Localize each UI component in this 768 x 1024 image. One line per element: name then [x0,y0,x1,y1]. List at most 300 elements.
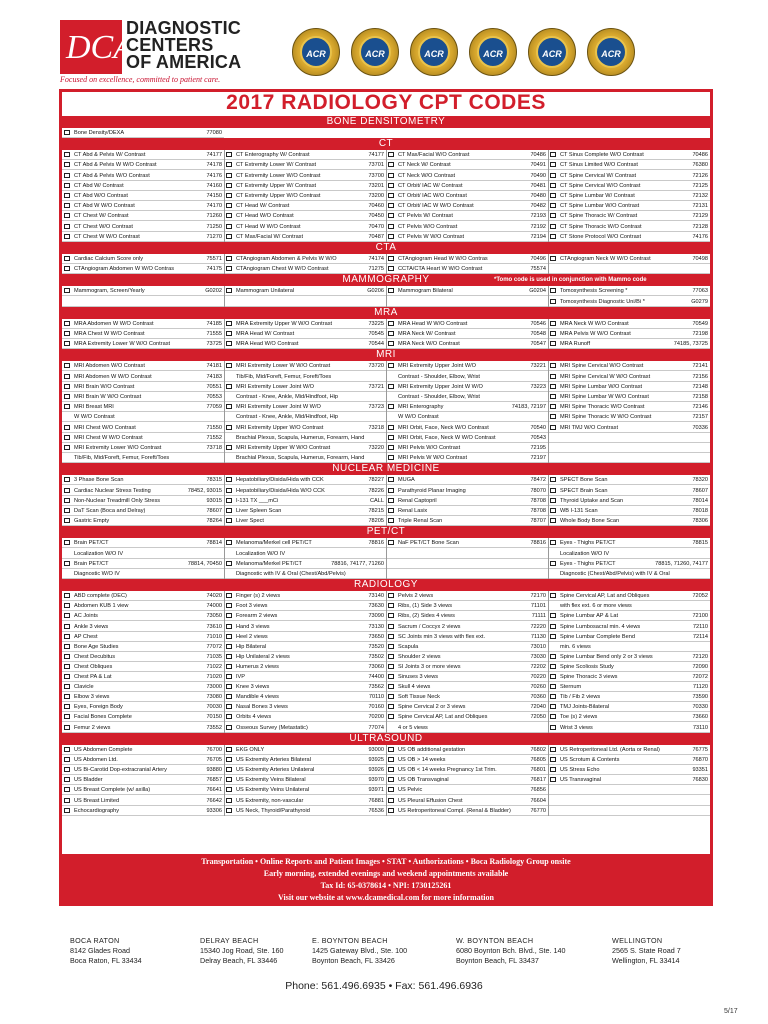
procedure-checkbox[interactable] [226,213,232,218]
procedure-name: Whole Body Bone Scan [560,518,620,525]
procedure-checkbox[interactable] [388,445,394,450]
procedure-name: DaT Scan (Boca and Delray) [74,508,146,514]
services-footer [62,854,710,904]
cpt-code: 71552 [206,434,222,441]
procedure-checkbox[interactable] [64,767,70,772]
code-row [62,412,224,422]
procedure-checkbox[interactable] [64,374,70,379]
procedure-checkbox[interactable] [226,634,232,639]
procedure-checkbox[interactable] [226,498,232,503]
code-row [224,662,386,672]
procedure-checkbox[interactable] [226,477,232,482]
procedure-checkbox[interactable] [64,674,70,679]
procedure-checkbox[interactable] [226,684,232,689]
website-line: Visit our website at www.dcamedical.com for more information [278,893,494,902]
procedure-checkbox[interactable] [226,425,232,430]
procedure-checkbox[interactable] [550,384,556,389]
procedure-checkbox[interactable] [388,435,394,440]
procedure-name: CT Abd W/O Contrast [74,193,128,199]
procedure-checkbox[interactable] [64,477,70,482]
cpt-code: 73660 [692,714,708,721]
procedure-checkbox[interactable] [64,435,70,440]
code-row [386,622,548,632]
code-row [386,775,548,785]
procedure-checkbox[interactable] [388,162,394,167]
procedure-name: Hepatobiliary/Disida/Hida W/O CCK [236,487,325,494]
procedure-checkbox[interactable] [550,256,556,261]
procedure-checkbox[interactable] [388,613,394,618]
acr-seal [410,28,458,76]
procedure-checkbox[interactable] [550,477,556,482]
procedure-checkbox[interactable] [64,173,70,178]
column-divider [386,319,387,350]
procedure-checkbox[interactable] [226,488,232,493]
procedure-checkbox[interactable] [388,488,394,493]
procedure-checkbox[interactable] [64,684,70,689]
procedure-checkbox[interactable] [550,162,556,167]
cpt-code: 76770 [530,807,546,814]
procedure-checkbox[interactable] [388,777,394,782]
procedure-checkbox[interactable] [64,341,70,346]
procedure-checkbox[interactable] [64,508,70,513]
procedure-checkbox[interactable] [226,445,232,450]
procedure-name: Brachial Plexus, Scapula, Humerus, Forearm, Hand [236,455,365,462]
procedure-checkbox[interactable] [226,384,232,389]
code-row [62,538,224,548]
cpt-code: 70546 [530,320,546,327]
procedure-checkbox[interactable] [550,634,556,639]
column-divider [224,475,225,526]
procedure-checkbox[interactable] [64,203,70,208]
procedure-checkbox[interactable] [550,508,556,513]
procedure-checkbox[interactable] [388,684,394,689]
procedure-checkbox[interactable] [226,624,232,629]
procedure-checkbox[interactable] [226,664,232,669]
column-divider [548,319,549,350]
column-divider [224,254,225,274]
cpt-code: G0279 [691,298,708,305]
procedure-checkbox[interactable] [388,224,394,229]
tagline: Focused on excellence, committed to patient care. [60,75,221,84]
procedure-checkbox[interactable] [550,654,556,659]
procedure-checkbox[interactable] [388,624,394,629]
procedure-checkbox[interactable] [550,193,556,198]
procedure-checkbox[interactable] [388,767,394,772]
code-row [548,361,710,371]
procedure-checkbox[interactable] [64,213,70,218]
procedure-name: Parathyroid Planar Imaging [398,487,466,494]
procedure-checkbox[interactable] [64,694,70,699]
procedure-checkbox[interactable] [226,613,232,618]
procedure-checkbox[interactable] [550,714,556,719]
cpt-code: 73590 [692,694,708,701]
procedure-checkbox[interactable] [226,363,232,368]
cpt-code: 72157 [692,414,708,421]
procedure-checkbox[interactable] [388,498,394,503]
code-row [386,372,548,382]
procedure-name: CT Spine Lumbar W/O Contrast [560,203,640,210]
procedure-checkbox[interactable] [64,404,70,409]
procedure-checkbox[interactable] [388,234,394,239]
procedure-checkbox[interactable] [388,757,394,762]
procedure-checkbox[interactable] [550,757,556,762]
procedure-checkbox[interactable] [550,684,556,689]
procedure-checkbox[interactable] [388,664,394,669]
procedure-checkbox[interactable] [64,603,70,608]
procedure-checkbox[interactable] [64,234,70,239]
procedure-checkbox[interactable] [550,561,556,566]
cpt-code: 77072 [206,643,222,650]
code-row [224,506,386,516]
code-row [548,232,710,242]
procedure-checkbox[interactable] [388,341,394,346]
procedure-checkbox[interactable] [388,183,394,188]
cpt-code: 73110 [692,724,708,731]
procedure-checkbox[interactable] [388,288,394,293]
procedure-checkbox[interactable] [550,664,556,669]
code-row [62,191,224,201]
procedure-checkbox[interactable] [550,341,556,346]
procedure-checkbox[interactable] [226,183,232,188]
procedure-checkbox[interactable] [226,747,232,752]
procedure-checkbox[interactable] [388,266,394,271]
code-row [224,232,386,242]
procedure-checkbox[interactable] [550,767,556,772]
hours-line: Early morning, extended evenings and weekend appointments available [263,869,509,878]
procedure-checkbox[interactable] [388,477,394,482]
procedure-checkbox[interactable] [388,193,394,198]
procedure-checkbox[interactable] [64,593,70,598]
procedure-checkbox[interactable] [64,664,70,669]
acr-seal [351,28,399,76]
procedure-checkbox[interactable] [388,384,394,389]
procedure-checkbox[interactable] [550,425,556,430]
procedure-name: Hand 3 views [236,623,270,630]
procedure-checkbox[interactable] [388,644,394,649]
code-row [224,339,386,349]
procedure-checkbox[interactable] [64,193,70,198]
procedure-name: MRI Enterography [398,404,444,411]
procedure-checkbox[interactable] [226,162,232,167]
procedure-name: CT Abd & Pelvis W/ Contrast [74,152,146,159]
procedure-name: Mammogram, Screen/Yearly [74,288,145,295]
procedure-checkbox[interactable] [388,694,394,699]
code-row [548,319,710,329]
procedure-checkbox[interactable] [64,747,70,752]
logo-letters: DCA [66,29,134,66]
procedure-checkbox[interactable] [226,593,232,598]
procedure-checkbox[interactable] [550,234,556,239]
procedure-checkbox[interactable] [226,777,232,782]
procedure-name: MRI Extremity Lower W W/O Contrast [236,363,331,370]
procedure-checkbox[interactable] [226,203,232,208]
code-row [548,329,710,339]
procedure-checkbox[interactable] [550,540,556,545]
procedure-checkbox[interactable] [64,394,70,399]
cpt-code: 71010 [206,633,222,640]
procedure-checkbox[interactable] [388,363,394,368]
procedure-checkbox[interactable] [226,674,232,679]
procedure-checkbox[interactable] [64,714,70,719]
procedure-checkbox[interactable] [550,203,556,208]
procedure-checkbox[interactable] [388,798,394,803]
code-row [386,591,548,601]
procedure-checkbox[interactable] [226,404,232,409]
cpt-code: 76700 [206,746,222,753]
procedure-name: MRI Pelvis W W/O Contrast [398,455,467,462]
procedure-checkbox[interactable] [64,787,70,792]
code-row [224,672,386,682]
procedure-checkbox[interactable] [226,288,232,293]
procedure-checkbox[interactable] [64,384,70,389]
column-divider [548,591,549,732]
procedure-checkbox[interactable] [550,213,556,218]
procedure-checkbox[interactable] [388,425,394,430]
code-row [62,549,224,559]
cpt-code: 70450 [368,213,384,220]
code-row [548,433,710,443]
cpt-code: 78607 [692,487,708,494]
code-row [386,181,548,191]
code-row [386,682,548,692]
code-row [224,601,386,611]
procedure-checkbox[interactable] [550,704,556,709]
procedure-checkbox[interactable] [226,173,232,178]
code-row [62,392,224,402]
procedure-checkbox[interactable] [550,288,556,293]
procedure-checkbox[interactable] [550,331,556,336]
procedure-checkbox[interactable] [388,173,394,178]
procedure-checkbox[interactable] [64,613,70,618]
cpt-code: 74185 [206,320,222,327]
section-title: MRI [376,349,396,361]
procedure-checkbox[interactable] [550,694,556,699]
procedure-name: MRI Abdomen W/O Contrast [74,363,145,370]
procedure-name: CT Extremity Lower W/O Contrast [236,172,321,179]
procedure-checkbox[interactable] [226,256,232,261]
procedure-checkbox[interactable] [64,777,70,782]
procedure-checkbox[interactable] [226,234,232,239]
procedure-checkbox[interactable] [550,363,556,368]
procedure-checkbox[interactable] [226,757,232,762]
procedure-checkbox[interactable] [64,445,70,450]
procedure-checkbox[interactable] [388,455,394,460]
procedure-name: Tomosynthesis Screening * [560,288,628,295]
cpt-code: 71130 [530,633,546,640]
procedure-checkbox[interactable] [64,224,70,229]
procedure-checkbox[interactable] [226,331,232,336]
procedure-checkbox[interactable] [388,331,394,336]
procedure-checkbox[interactable] [550,593,556,598]
cpt-code: 72090 [692,663,708,670]
code-row [224,796,386,806]
procedure-checkbox[interactable] [64,425,70,430]
code-row [224,559,386,569]
procedure-name: CT Spine Cervical W/ Contrast [560,172,637,179]
procedure-name: min. 6 views [560,643,591,650]
procedure-checkbox[interactable] [226,787,232,792]
procedure-checkbox[interactable] [226,193,232,198]
procedure-name: Tib/Fib, Mid/Foreft, Femur, Foreft/Toes [74,455,170,462]
procedure-name: CT Pelvis W W/O Contrast [398,233,465,240]
procedure-checkbox[interactable] [550,394,556,399]
procedure-checkbox[interactable] [64,256,70,261]
procedure-checkbox[interactable] [64,498,70,503]
procedure-checkbox[interactable] [64,288,70,293]
procedure-checkbox[interactable] [226,725,232,730]
column-divider [224,319,225,350]
procedure-checkbox[interactable] [550,224,556,229]
procedure-checkbox[interactable] [64,331,70,336]
procedure-checkbox[interactable] [388,593,394,598]
procedure-name: MRA Head W W/O Contrast [398,320,468,327]
procedure-checkbox[interactable] [226,714,232,719]
procedure-checkbox[interactable] [388,321,394,326]
procedure-checkbox[interactable] [64,704,70,709]
code-row [224,160,386,170]
brand-name [126,20,241,71]
procedure-checkbox[interactable] [388,518,394,523]
procedure-checkbox[interactable] [388,508,394,513]
cpt-code: 72197 [530,455,546,462]
cpt-code: 76801 [530,767,546,773]
procedure-checkbox[interactable] [64,363,70,368]
procedure-checkbox[interactable] [64,757,70,762]
cpt-code: 78070 [530,487,546,494]
procedure-checkbox[interactable] [388,634,394,639]
procedure-checkbox[interactable] [64,130,70,135]
cpt-code: 71101 [530,603,546,610]
code-row [548,297,710,307]
procedure-checkbox[interactable] [64,162,70,167]
procedure-checkbox[interactable] [226,654,232,659]
procedure-checkbox[interactable] [550,624,556,629]
procedure-checkbox[interactable] [388,654,394,659]
procedure-checkbox[interactable] [550,518,556,523]
procedure-checkbox[interactable] [64,321,70,326]
cpt-code: 76642 [206,797,222,804]
procedure-checkbox[interactable] [226,224,232,229]
procedure-checkbox[interactable] [388,540,394,545]
procedure-checkbox[interactable] [64,725,70,730]
procedure-checkbox[interactable] [388,404,394,409]
procedure-checkbox[interactable] [550,173,556,178]
procedure-checkbox[interactable] [226,694,232,699]
procedure-checkbox[interactable] [226,704,232,709]
procedure-checkbox[interactable] [226,266,232,271]
cpt-code: 76856 [530,787,546,794]
procedure-checkbox[interactable] [64,152,70,157]
procedure-checkbox[interactable] [226,341,232,346]
procedure-checkbox[interactable] [550,374,556,379]
procedure-checkbox[interactable] [550,321,556,326]
procedure-checkbox[interactable] [388,787,394,792]
code-row [386,765,548,775]
procedure-checkbox[interactable] [388,714,394,719]
code-row [548,222,710,232]
procedure-checkbox[interactable] [64,561,70,566]
procedure-checkbox[interactable] [550,498,556,503]
procedure-name: MRI Brain W W/O Contrast [74,394,142,400]
procedure-checkbox[interactable] [550,404,556,409]
procedure-checkbox[interactable] [64,183,70,188]
procedure-checkbox[interactable] [388,203,394,208]
procedure-checkbox[interactable] [64,644,70,649]
procedure-checkbox[interactable] [550,183,556,188]
cpt-code: 70200 [368,714,384,721]
procedure-checkbox[interactable] [550,725,556,730]
procedure-checkbox[interactable] [388,213,394,218]
procedure-checkbox[interactable] [226,644,232,649]
procedure-checkbox[interactable] [550,747,556,752]
procedure-checkbox[interactable] [226,540,232,545]
procedure-checkbox[interactable] [64,266,70,271]
location-city: Delray Beach, FL 33446 [200,956,278,965]
procedure-checkbox[interactable] [64,540,70,545]
procedure-checkbox[interactable] [388,674,394,679]
procedure-checkbox[interactable] [64,808,70,813]
procedure-checkbox[interactable] [388,808,394,813]
procedure-name: AC Joints [74,613,98,620]
procedure-checkbox[interactable] [64,488,70,493]
column-divider [548,745,549,816]
procedure-checkbox[interactable] [226,518,232,523]
procedure-checkbox[interactable] [226,603,232,608]
procedure-checkbox[interactable] [226,808,232,813]
procedure-checkbox[interactable] [550,613,556,618]
procedure-name: Ankle 3 views [74,623,109,630]
procedure-checkbox[interactable] [64,634,70,639]
code-row [62,642,224,652]
procedure-checkbox[interactable] [64,654,70,659]
procedure-checkbox[interactable] [388,704,394,709]
procedure-checkbox[interactable] [64,518,70,523]
procedure-checkbox[interactable] [550,299,556,304]
procedure-checkbox[interactable] [388,747,394,752]
section-title: RADIOLOGY [354,579,418,591]
procedure-name: SPECT Bone Scan [560,477,608,484]
column-divider [224,591,225,732]
procedure-name: US Extremity Veins Bilateral [236,777,306,784]
procedure-checkbox[interactable] [226,798,232,803]
code-row [62,361,224,371]
procedure-name: MRI Orbit, Face, Neck W/O Contrast [398,424,489,431]
procedure-name: Chest Obliques [74,663,113,670]
procedure-checkbox[interactable] [64,798,70,803]
procedure-checkbox[interactable] [226,561,232,566]
procedure-name: SI Joints 3 or more views [398,663,461,670]
procedure-checkbox[interactable] [550,674,556,679]
procedure-checkbox[interactable] [226,508,232,513]
procedure-checkbox[interactable] [226,321,232,326]
procedure-checkbox[interactable] [550,414,556,419]
procedure-checkbox[interactable] [388,603,394,608]
code-row [548,806,710,816]
procedure-checkbox[interactable] [550,777,556,782]
procedure-checkbox[interactable] [550,488,556,493]
procedure-checkbox[interactable] [226,152,232,157]
procedure-name: Knee 3 views [236,684,270,691]
procedure-checkbox[interactable] [550,152,556,157]
procedure-checkbox[interactable] [388,152,394,157]
cpt-code: 74176 [206,172,222,179]
procedure-checkbox[interactable] [64,624,70,629]
code-row [62,569,224,579]
procedure-name: CT Neck W/ Contrast [398,162,451,169]
procedure-checkbox[interactable] [388,256,394,261]
cpt-code: 73201 [368,182,384,189]
procedure-checkbox[interactable] [226,767,232,772]
